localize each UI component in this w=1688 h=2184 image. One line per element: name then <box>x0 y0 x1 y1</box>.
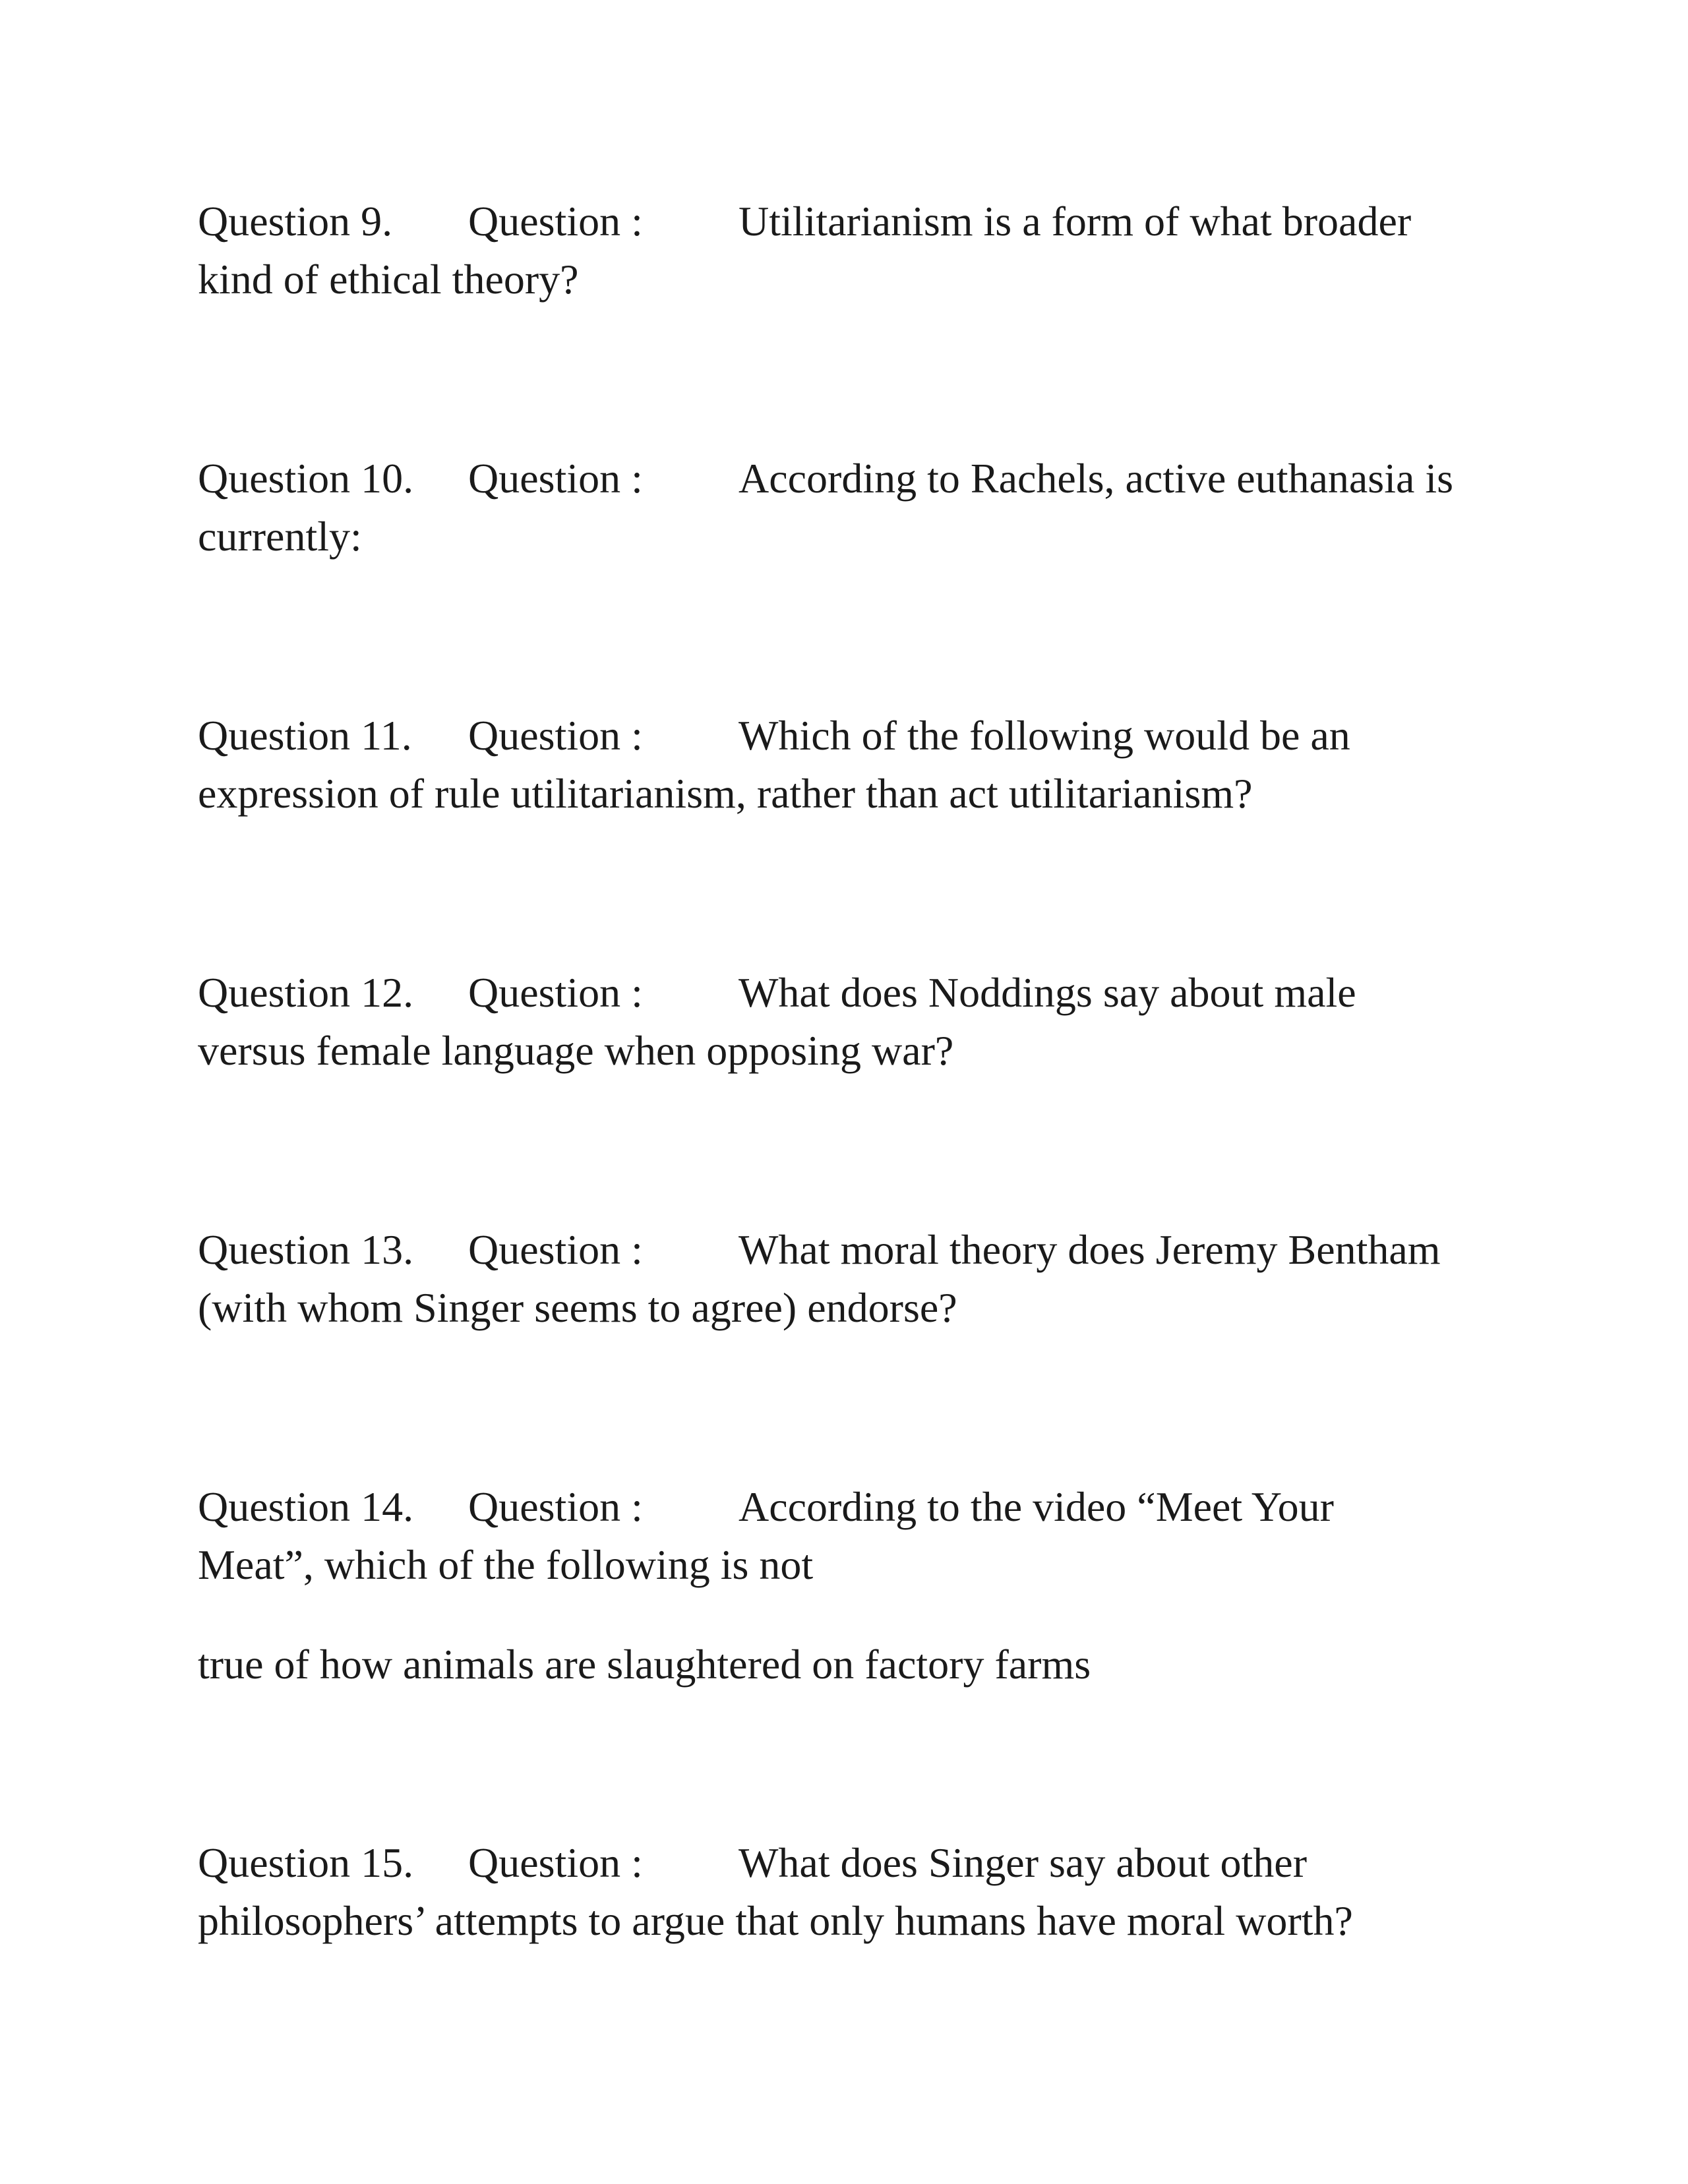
question-text-continued: expression of rule utilitarianism, rather than act utilitarianism? <box>198 770 1253 817</box>
question-label: Question : <box>468 455 643 502</box>
question-text: What moral theory does Jeremy Bentham <box>738 1226 1441 1273</box>
question-label: Question : <box>468 1226 643 1273</box>
question-label: Question : <box>468 1839 643 1886</box>
question-number: Question 13. <box>198 1226 414 1273</box>
question-text: Utilitarianism is a form of what broader <box>738 198 1412 245</box>
question-text-paragraph: true of how animals are slaughtered on factory farms <box>198 1641 1091 1688</box>
question-11 <box>198 707 1510 823</box>
question-label: Question : <box>468 1483 643 1530</box>
question-12 <box>198 964 1510 1080</box>
question-text-continued: Meat”, which of the following is not <box>198 1541 814 1588</box>
question-text-continued: (with whom Singer seems to agree) endorse? <box>198 1284 957 1331</box>
question-number: Question 11. <box>198 712 412 759</box>
question-label: Question : <box>468 712 643 759</box>
question-text: Which of the following would be an <box>738 712 1350 759</box>
question-text-continued: philosophers’ attempts to argue that only humans have moral worth? <box>198 1897 1353 1944</box>
question-number: Question 10. <box>198 455 414 502</box>
question-number: Question 14. <box>198 1483 414 1530</box>
question-text: According to Rachels, active euthanasia is <box>738 455 1454 502</box>
question-label: Question : <box>468 969 643 1016</box>
question-number: Question 9. <box>198 198 393 245</box>
question-number: Question 12. <box>198 969 414 1016</box>
question-text-continued: kind of ethical theory? <box>198 256 579 303</box>
question-text-continued: versus female language when opposing war? <box>198 1027 954 1074</box>
question-label: Question : <box>468 198 643 245</box>
question-9 <box>198 192 1510 309</box>
question-text: What does Singer say about other <box>738 1839 1307 1886</box>
question-15 <box>198 1834 1510 1950</box>
question-text-continued: currently: <box>198 513 362 560</box>
question-text: According to the video “Meet Your <box>738 1483 1334 1530</box>
question-10 <box>198 450 1510 566</box>
question-text: What does Noddings say about male <box>738 969 1356 1016</box>
question-13 <box>198 1221 1510 1337</box>
question-number: Question 15. <box>198 1839 414 1886</box>
question-14 <box>198 1478 1510 1694</box>
